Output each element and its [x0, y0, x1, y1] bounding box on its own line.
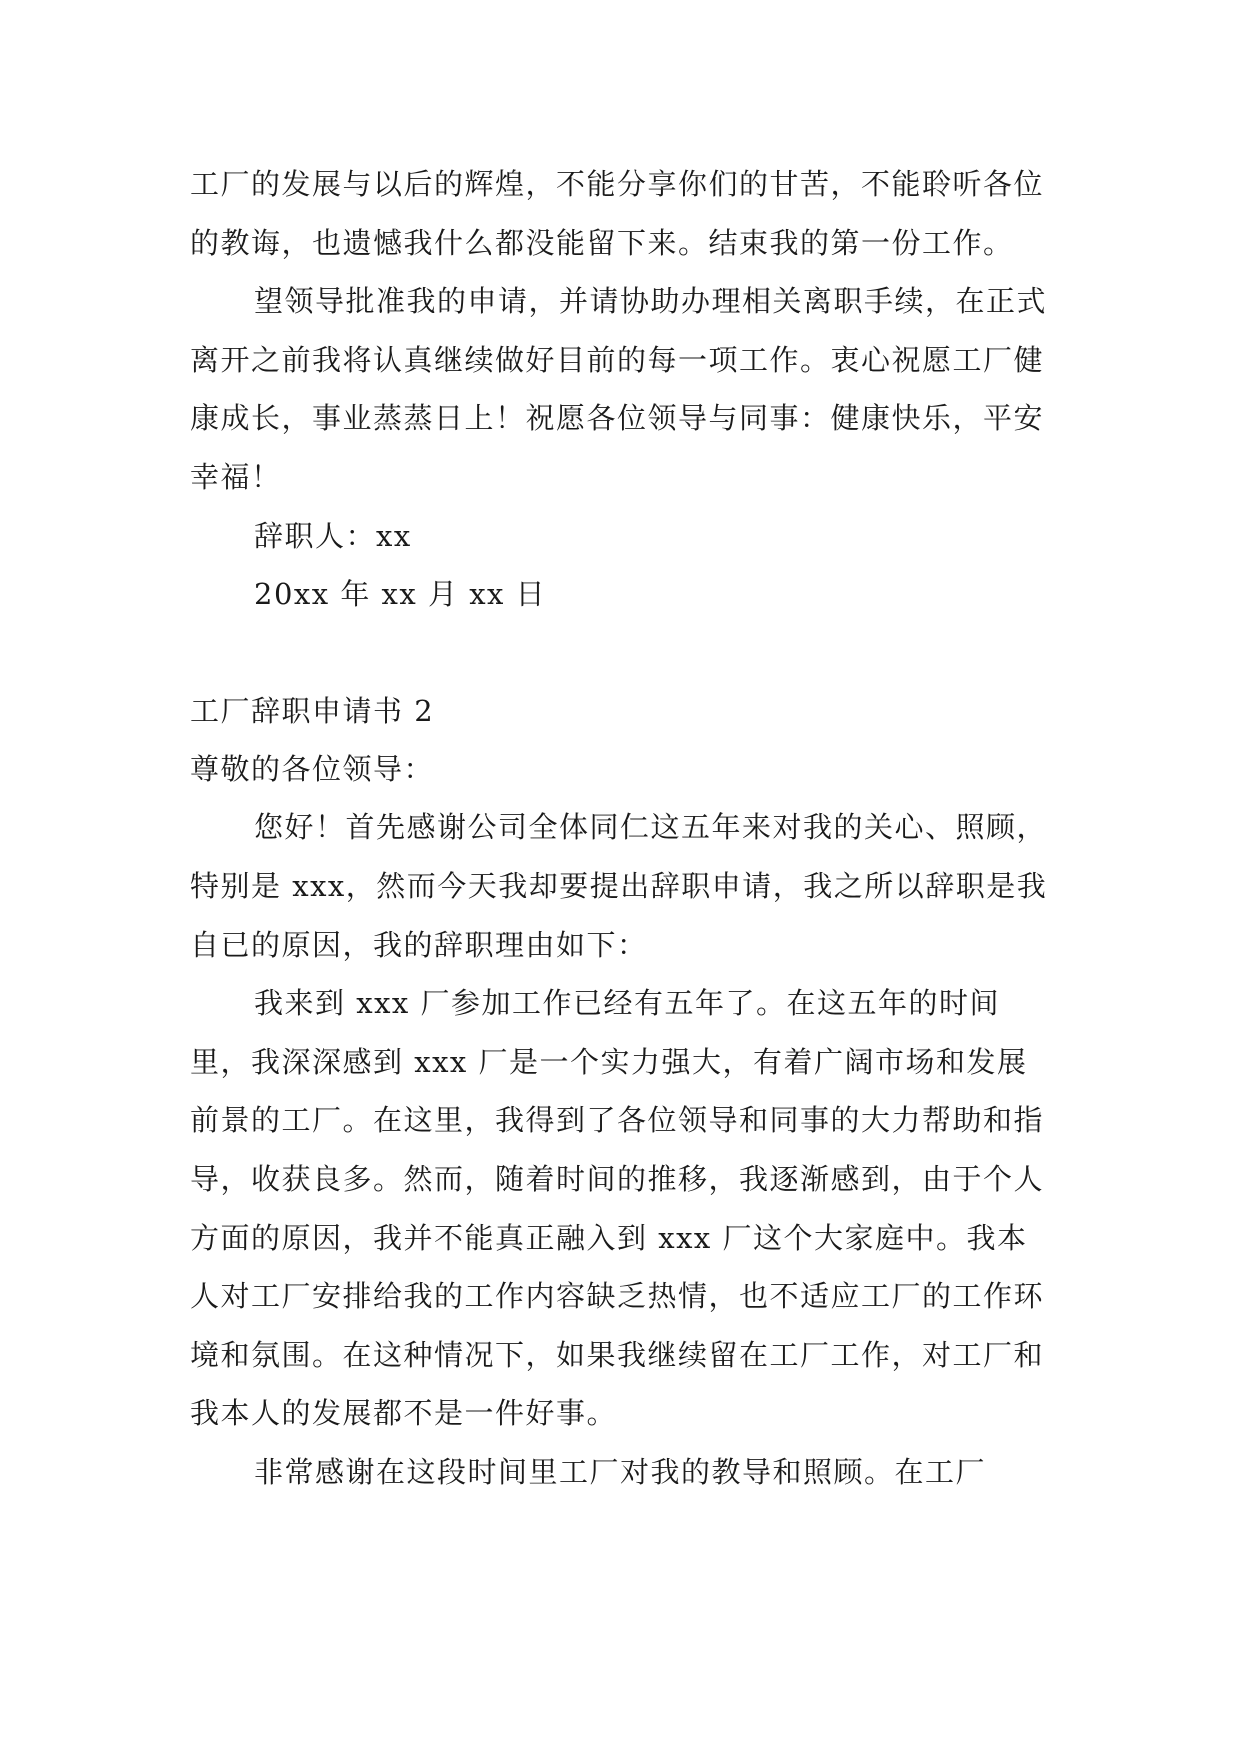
salutation: 尊敬的各位领导：: [190, 751, 435, 786]
document-body: [190, 155, 1055, 1501]
signer-line: 辞职人：xx: [254, 518, 412, 553]
section-title: 工厂辞职申请书 2: [190, 693, 435, 728]
paragraph-reasons: 我来到 xxx 厂参加工作已经有五年了。在这五年的时间里，我深深感到 xxx 厂是一个实力强大，有着广阔市场和发展前景的工厂。在这里，我得到了各位领导和同事的大力帮助和指导，收获良多。然而，随着时间的推移，我逐渐感到，由于个人方面的原因，我并不能真正融入到 xxx 厂这个大家庭中。我本人对工厂安排给我的工作内容缺乏热情，也不适应工厂的工作环境和氛围。在这种情况下，如果我继续留在工厂工作，对工厂和我本人的发展都不是一件好事。: [190, 986, 1045, 1431]
paragraph-request: 望领导批准我的申请，并请协助办理相关离职手续，在正式离开之前我将认真继续做好目前的每一项工作。衷心祝愿工厂健康成长，事业蒸蒸日上！祝愿各位领导与同事：健康快乐，平安幸福！: [190, 284, 1048, 494]
date-line: 20xx 年 xx 月 xx 日: [254, 577, 547, 612]
paragraph-continued: 工厂的发展与以后的辉煌，不能分享你们的甘苦，不能聆听各位的教诲，也遗憾我什么都没能留下来。结束我的第一份工作。: [190, 167, 1045, 260]
paragraph-greeting: 您好！首先感谢公司全体同仁这五年来对我的关心、照顾，特别是 xxx，然而今天我却要提出辞职申请，我之所以辞职是我自已的原因，我的辞职理由如下：: [190, 810, 1048, 962]
paragraph-thanks: 非常感谢在这段时间里工厂对我的教导和照顾。在工厂: [254, 1454, 987, 1489]
